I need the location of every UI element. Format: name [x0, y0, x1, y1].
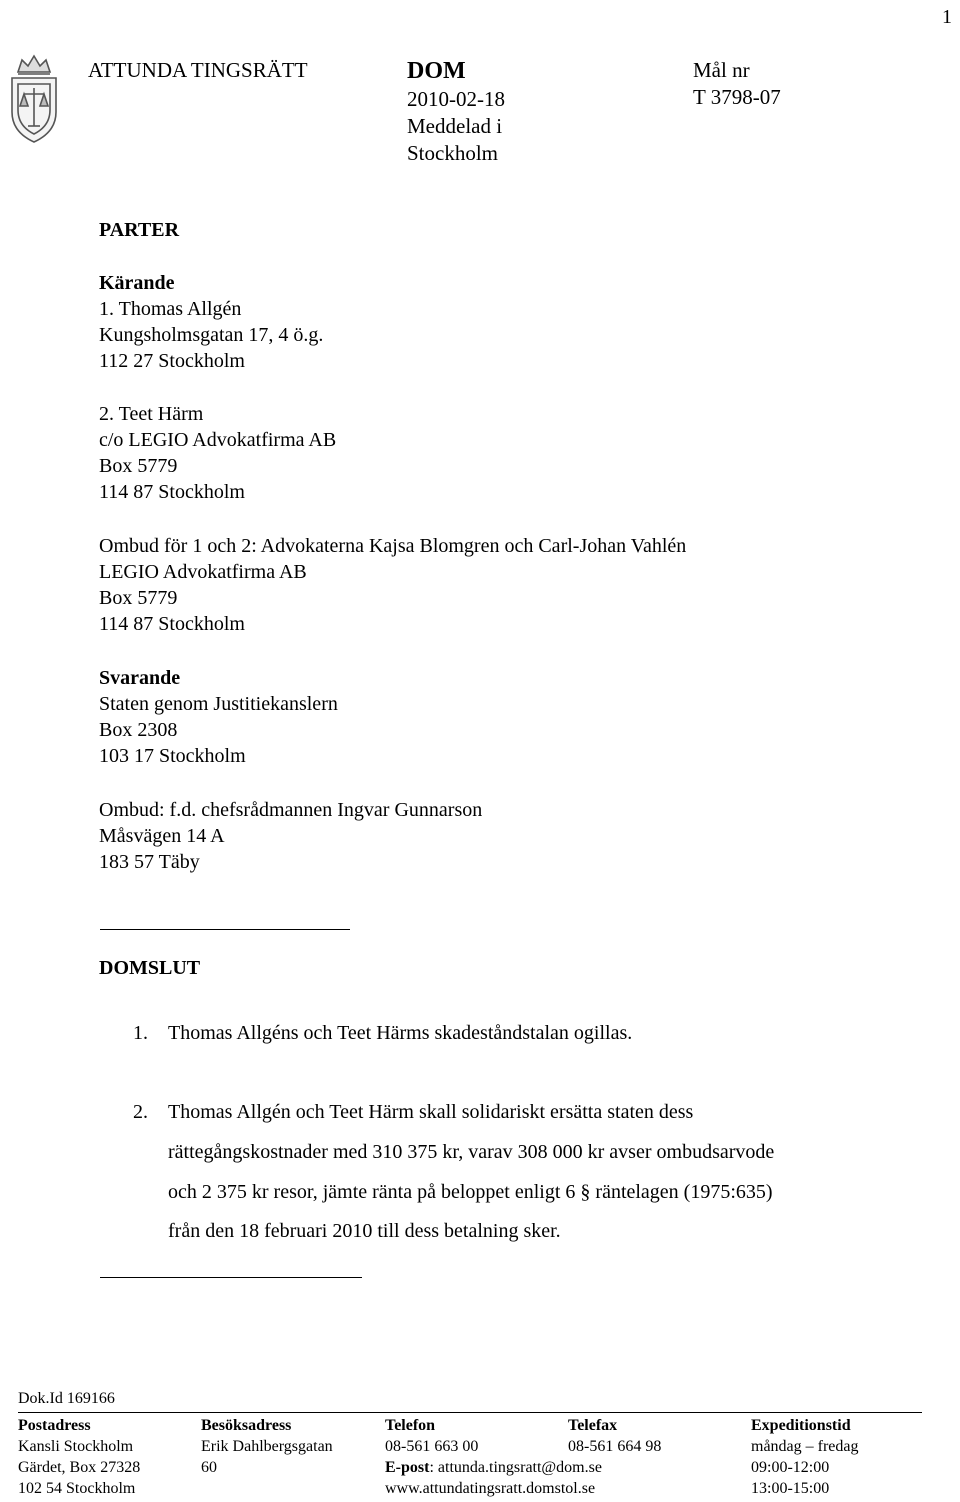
- footer-line: 60: [201, 1459, 217, 1476]
- address-line: 1. Thomas Allgén: [99, 298, 242, 320]
- address-line: LEGIO Advokatfirma AB: [99, 561, 307, 583]
- karande-2-block: [99, 401, 336, 505]
- footer-line: 13:00-15:00: [751, 1480, 830, 1497]
- footer-line: Gärdet, Box 27328: [18, 1459, 141, 1476]
- website-link[interactable]: www.attundatingsratt.domstol.se: [385, 1480, 596, 1497]
- footer-line: 08-561 663 00: [385, 1438, 479, 1455]
- address-line: 114 87 Stockholm: [99, 481, 245, 503]
- address-line: Box 2308: [99, 719, 178, 741]
- address-line: Box 5779: [99, 455, 178, 477]
- address-line: 103 17 Stockholm: [99, 745, 246, 767]
- footer-line: 08-561 664 98: [568, 1438, 662, 1455]
- address-line: Ombud för 1 och 2: Advokaterna Kajsa Blomgren och Carl-Johan Vahlén: [99, 535, 687, 557]
- item-2-line: och 2 375 kr resor, jämte ränta på beloppet enligt 6 § räntelagen (1975:635): [168, 1181, 773, 1203]
- document-date: 2010-02-18: [407, 87, 505, 111]
- section-divider: [100, 929, 350, 930]
- item-1-text: Thomas Allgéns och Teet Härms skadeståndstalan ogillas.: [168, 1022, 633, 1044]
- footer-label: Telefon: [385, 1417, 436, 1434]
- address-line: Måsvägen 14 A: [99, 825, 225, 847]
- footer-rule: [18, 1412, 922, 1413]
- address-line: Ombud: f.d. chefsrådmannen Ingvar Gunnarson: [99, 799, 483, 821]
- case-label: Mål nr: [693, 58, 750, 82]
- address-line: 112 27 Stockholm: [99, 350, 245, 372]
- footer-line: Erik Dahlbergsgatan: [201, 1438, 333, 1455]
- document-id: Dok.Id 169166: [18, 1390, 115, 1407]
- footer-label: Expeditionstid: [751, 1417, 851, 1434]
- email-address[interactable]: : attunda.tingsratt@dom.se: [429, 1459, 602, 1476]
- footer-col-telefax: [568, 1415, 661, 1457]
- address-line: Kungsholmsgatan 17, 4 ö.g.: [99, 324, 324, 346]
- item-1-number: 1.: [133, 1022, 148, 1044]
- parter-heading: PARTER: [99, 219, 180, 241]
- item-2-line: från den 18 februari 2010 till dess betalning sker.: [168, 1220, 561, 1242]
- footer-label: Besöksadress: [201, 1417, 292, 1434]
- ombud-svarande-block: [99, 797, 482, 875]
- issued-label: Meddelad i: [407, 114, 503, 138]
- domslut-heading: DOMSLUT: [99, 957, 201, 979]
- svarande-block: [99, 691, 338, 769]
- footer-email-line: [385, 1457, 602, 1478]
- footer-label: Postadress: [18, 1417, 91, 1434]
- address-line: Box 5779: [99, 587, 178, 609]
- item-2-line: rättegångskostnader med 310 375 kr, varav 308 000 kr avser ombudsarvode: [168, 1141, 775, 1163]
- footer-line: måndag – fredag: [751, 1438, 859, 1455]
- footer-line: 09:00-12:00: [751, 1459, 830, 1476]
- document-type: DOM: [407, 58, 466, 84]
- footer-label: Telefax: [568, 1417, 618, 1434]
- footer-col-expeditionstid: [751, 1415, 859, 1499]
- address-line: 183 57 Täby: [99, 851, 200, 873]
- footer-col-besoksadress: [201, 1415, 333, 1478]
- court-name: ATTUNDA TINGSRÄTT: [88, 58, 308, 82]
- item-2-number: 2.: [133, 1101, 148, 1123]
- karande-1-block: [99, 296, 323, 374]
- case-number: T 3798-07: [693, 85, 781, 109]
- address-line: Staten genom Justitiekanslern: [99, 693, 338, 715]
- ombud-karande-block: [99, 533, 686, 637]
- svarande-heading: Svarande: [99, 667, 181, 689]
- footer-col-postadress: [18, 1415, 140, 1499]
- address-line: c/o LEGIO Advokatfirma AB: [99, 429, 337, 451]
- address-line: 114 87 Stockholm: [99, 613, 245, 635]
- item-2-line: Thomas Allgén och Teet Härm skall solidariskt ersätta staten dess: [168, 1101, 694, 1123]
- issued-place: Stockholm: [407, 141, 499, 165]
- section-divider: [100, 1277, 362, 1278]
- page-number: 1: [942, 6, 952, 28]
- footer-line: Kansli Stockholm: [18, 1438, 134, 1455]
- coat-of-arms-icon: [4, 50, 64, 146]
- address-line: 2. Teet Härm: [99, 403, 204, 425]
- footer-line: 102 54 Stockholm: [18, 1480, 136, 1497]
- email-label: E-post: [385, 1459, 430, 1476]
- karande-heading: Kärande: [99, 272, 175, 294]
